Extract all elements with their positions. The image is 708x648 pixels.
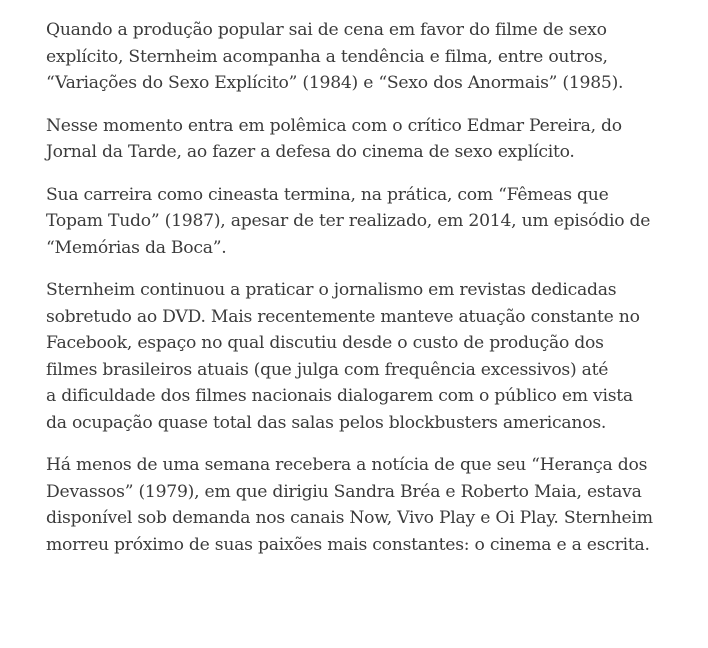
paragraph-line: Quando a produção popular sai de cena em favor do filme de sexo <box>46 20 607 40</box>
paragraph-line: Há menos de uma semana recebera a notícia de que seu “Herança dos <box>46 455 648 475</box>
paragraph <box>46 277 686 436</box>
paragraph-line: Devassos” (1979), em que dirigiu Sandra Bréa e Roberto Maia, estava <box>46 481 642 502</box>
paragraph-line: “Variações do Sexo Explícito” (1984) e “Sexo dos Anormais” (1985). <box>46 73 624 93</box>
paragraph-line: explícito, Sternheim acompanha a tendência e filma, entre outros, <box>46 46 608 67</box>
article-body <box>46 17 686 574</box>
paragraph <box>46 452 686 558</box>
paragraph <box>46 113 686 166</box>
paragraph-line: Topam Tudo” (1987), apesar de ter realizado, em 2014, um episódio de <box>46 211 651 231</box>
paragraph-line: a dificuldade dos filmes nacionais dialogarem com o público em vista <box>46 386 633 406</box>
paragraph-line: Facebook, espaço no qual discutiu desde o custo de produção dos <box>46 333 604 353</box>
paragraph-line: Nesse momento entra em polêmica com o crítico Edmar Pereira, do <box>46 115 622 136</box>
paragraph-line: Sternheim continuou a praticar o jornalismo em revistas dedicadas <box>46 280 617 300</box>
paragraph-line: filmes brasileiros atuais (que julga com frequência excessivos) até <box>46 359 609 380</box>
paragraph-line: morreu próximo de suas paixões mais constantes: o cinema e a escrita. <box>46 534 650 555</box>
paragraph-line: disponível sob demanda nos canais Now, Vivo Play e Oi Play. Sternheim <box>46 508 653 528</box>
paragraph-line: Jornal da Tarde, ao fazer a defesa do cinema de sexo explícito. <box>46 142 575 162</box>
paragraph-line: “Memórias da Boca”. <box>46 237 227 258</box>
paragraph-line: Sua carreira como cineasta termina, na prática, com “Fêmeas que <box>46 184 609 205</box>
paragraph-line: sobretudo ao DVD. Mais recentemente manteve atuação constante no <box>46 306 640 327</box>
paragraph <box>46 182 686 262</box>
paragraph-line: da ocupação quase total das salas pelos blockbusters americanos. <box>46 412 607 433</box>
paragraph <box>46 17 686 97</box>
